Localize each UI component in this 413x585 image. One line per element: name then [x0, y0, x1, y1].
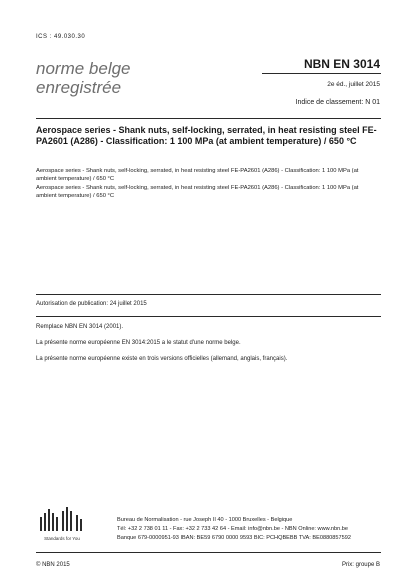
versions-note: La présente norme européenne existe en trois versions officielles (allemand, anglais, français). [36, 356, 288, 362]
replaces-note: Remplace NBN EN 3014 (2001). [36, 324, 124, 330]
ics-code: ICS : 49.030.30 [36, 34, 86, 40]
alternate-title-2: Aerospace series - Shank nuts, self-locking, serrated, in heat resisting steel FE-PA2601 (A286) - Classification: 1 100 MPa (at ambient temperature) / 650 °C [36, 185, 359, 199]
logo-caption: Standards for You [44, 536, 80, 541]
copyright: © NBN 2015 [36, 562, 70, 568]
title-divider-bottom [36, 294, 381, 295]
status-note: La présente norme européenne EN 3014:2015 a le statut d'une norme belge. [36, 340, 241, 346]
publication-authorization: Autorisation de publication: 24 juillet 2015 [36, 301, 147, 307]
address-line-1: Bureau de Normalisation - rue Joseph II 40 - 1000 Bruxelles - Belgique [117, 517, 293, 523]
brand-line-2: enregistrée [36, 78, 122, 97]
footer-divider [36, 552, 381, 553]
title-divider-top [36, 118, 381, 119]
header-divider [262, 73, 381, 74]
publication-divider [36, 316, 381, 317]
address-line-2: Tél: +32 2 738 01 11 - Fax: +32 2 733 42 64 - Email: info@nbn.be - NBN Online: www.nbn.be [117, 526, 349, 532]
brand-title [36, 59, 131, 97]
standard-number: NBN EN 3014 [303, 57, 380, 71]
edition: 2e éd., juillet 2015 [327, 81, 380, 88]
price-group: Prix: groupe B [341, 562, 380, 568]
classification-index: Indice de classement: N 01 [295, 99, 380, 106]
alternate-title-1: Aerospace series - Shank nuts, self-locking, serrated, in heat resisting steel FE-PA2601 (A286) - Classification: 1 100 MPa (at ambient temperature) / 650 °C [36, 168, 359, 182]
main-title: Aerospace series - Shank nuts, self-locking, serrated, in heat resisting steel FE-PA2601 (A286) - Classification: 1 100 MPa (at ambient temperature) / 650 °C [36, 125, 377, 146]
address-line-3: Banque 679-0000951-93 IBAN: BE59 6790 0000 9593 BIC: PCHQBEBB TVA: BE0880857592 [117, 535, 351, 541]
brand-line-1: norme belge [36, 59, 131, 78]
